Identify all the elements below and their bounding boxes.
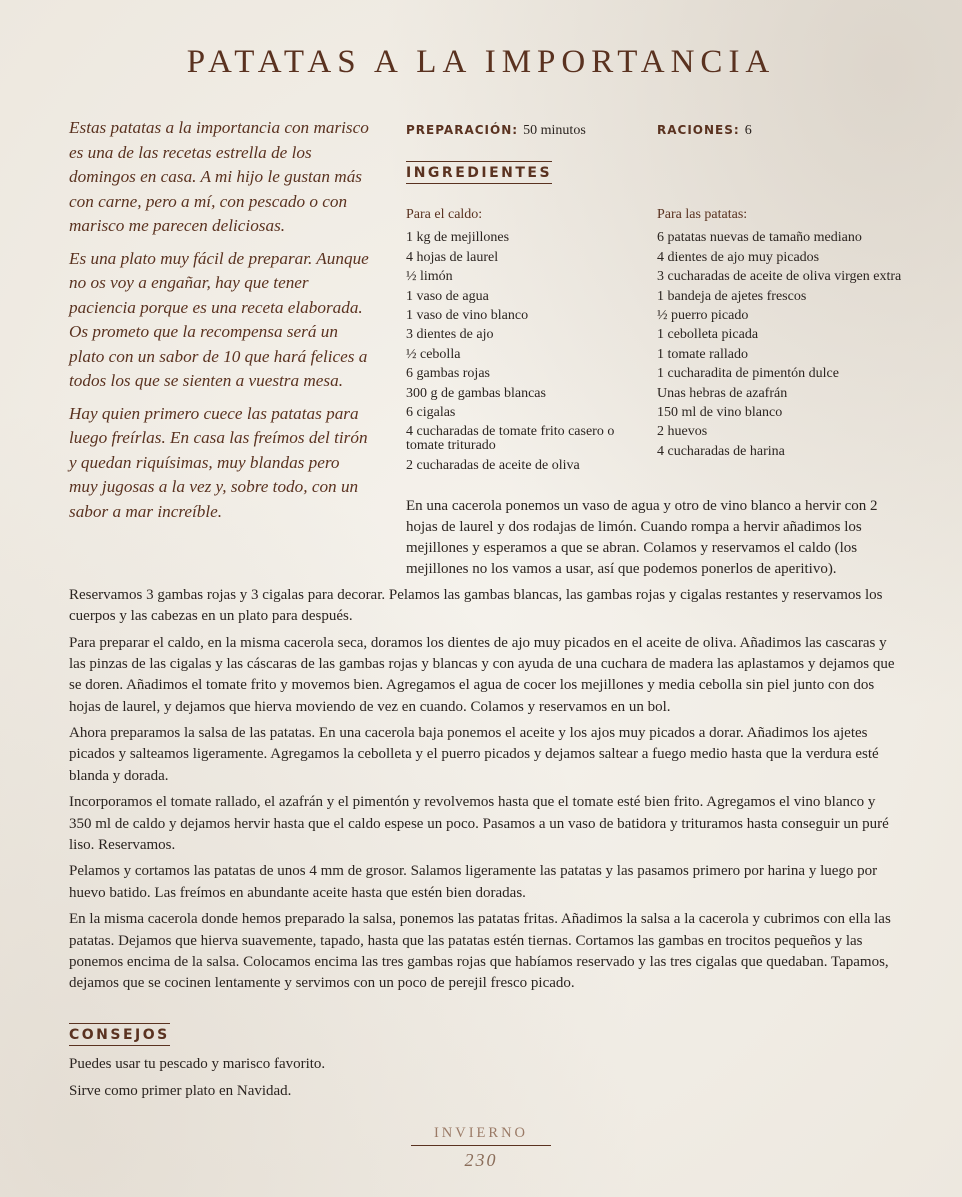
prep-time bbox=[406, 119, 586, 139]
step-paragraph: En la misma cacerola donde hemos preparado la salsa, ponemos las patatas fritas. Añadimos la salsa a la cacerola y cubrimos con ella las patatas. Dejamos que hierva suavemente, tapado, hasta que las patatas estén tiernas. Cortamos las gambas en trocitos pequeños y las ponemos encima de la salsa. Colocamos encima las tres gambas rojas que habíamos reservado y las tres cigalas que quedaban. Tapamos, dejamos que se cocinen lentamente y servimos con un poco de perejil fresco picado. bbox=[69, 911, 891, 991]
ingredient-item: 6 patatas nuevas de tamaño mediano bbox=[657, 230, 862, 246]
ingredient-item: ½ limón bbox=[406, 269, 453, 285]
ingredient-item: 1 tomate rallado bbox=[657, 346, 748, 362]
ingredient-item: 1 cebolleta picada bbox=[657, 327, 759, 343]
ingredient-item: 1 kg de mejillones bbox=[406, 230, 510, 246]
step-paragraph: En una cacerola ponemos un vaso de agua y otro de vino blanco a hervir con 2 hojas de laurel y dos rodajas de limón. Cuando rompa a hervir añadimos los mejillones y esperamos a que se abran. Colamos y reservamos el caldo (los mejillones no los vamos a usar, así que podemos ponerlos de aperitivo). bbox=[406, 498, 878, 577]
page-number: 230 bbox=[464, 1150, 498, 1170]
step-paragraph: Para preparar el caldo, en la misma cacerola seca, doramos los dientes de ajo muy picados en el aceite de oliva. Añadimos las cascaras y las pinzas de las cigalas y las cáscaras de las gambas rojas y blancas y con ayuda de una cuchara de madera las aplastamos y dejamos que se doren. Añadimos el tomate frito y movemos bien. Agregamos el agua de cocer los mejillones y media cebolla sin piel junto con dos hojas de laurel, y dejamos que hierva moviendo de vez en cuando. Colamos y reservamos en un bol. bbox=[69, 634, 895, 715]
servings-label: RACIONES: bbox=[657, 123, 740, 137]
season-label: INVIERNO bbox=[411, 1125, 551, 1146]
tips-heading: CONSEJOS bbox=[69, 1023, 170, 1046]
page-footer bbox=[0, 1122, 962, 1171]
ingredient-item: 3 dientes de ajo bbox=[406, 327, 494, 343]
prep-label: PREPARACIÓN: bbox=[406, 123, 519, 137]
ingredient-item: 6 gambas rojas bbox=[406, 366, 490, 382]
step-paragraph: Pelamos y cortamos las patatas de unos 4 mm de grosor. Salamos ligeramente las patatas y las pasamos primero por harina y luego por huevo batido. Las freímos en abundante aceite hasta que estén bien doradas. bbox=[69, 863, 878, 901]
tips-list bbox=[69, 1054, 325, 1107]
tip-item: Puedes usar tu pescado y marisco favorito. bbox=[69, 1056, 326, 1072]
step-paragraph: Incorporamos el tomate rallado, el azafrán y el pimentón y revolvemos hasta que el tomate esté bien frito. Agregamos el vino blanco y 350 ml de caldo y dejamos hervir hasta que el caldo espese un poco. Pasamos a un vaso de batidora y trituramos hasta conseguir un puré liso. Reservamos. bbox=[69, 794, 889, 853]
ingredient-item: 4 hojas de laurel bbox=[406, 249, 499, 265]
ingredient-item: ½ cebolla bbox=[406, 346, 461, 362]
servings bbox=[657, 119, 752, 139]
potatoes-heading: Para las patatas: bbox=[657, 207, 748, 222]
intro-paragraph: Estas patatas a la importancia con marisco es una de las recetas estrella de los domingos en casa. A mi hijo le gustan más con carne, pero a mí, con pescado o con marisco me parecen deliciosas. bbox=[69, 118, 369, 235]
ingredient-item: 1 vaso de vino blanco bbox=[406, 308, 529, 324]
step-paragraph: Ahora preparamos la salsa de las patatas. En una cacerola baja ponemos el aceite y los ajos muy picados a dorar. Añadimos los ajetes picados y salteamos ligeramente. Agregamos la cebolleta y el puerro picados y dejamos saltear a fuego medio hasta que la verdura esté blanda y dorada. bbox=[69, 725, 879, 784]
servings-value: 6 bbox=[744, 123, 752, 138]
recipe-title: PATATAS A LA IMPORTANCIA bbox=[186, 44, 776, 80]
ingredient-item: 6 cigalas bbox=[406, 405, 456, 421]
ingredient-item: 2 cucharadas de aceite de oliva bbox=[406, 458, 580, 474]
ingredient-item: 1 cucharadita de pimentón dulce bbox=[657, 366, 839, 382]
potato-ingredients bbox=[657, 205, 917, 461]
tip-item: Sirve como primer plato en Navidad. bbox=[69, 1082, 292, 1099]
intro-paragraph: Es una plato muy fácil de preparar. Aunque no os voy a engañar, hay que tener paciencia porque es una receta elaborada. Os prometo que la recompensa será un plato con un sabor de 10 que hará felices a todos los que se sienten a vuestra mesa. bbox=[69, 248, 369, 390]
ingredient-item: 4 cucharadas de tomate frito casero o tomate triturado bbox=[406, 424, 615, 454]
prep-value: 50 minutos bbox=[523, 123, 586, 138]
method-text bbox=[69, 585, 899, 1000]
broth-ingredients bbox=[406, 205, 636, 476]
ingredient-item: 150 ml de vino blanco bbox=[657, 405, 783, 421]
ingredient-item: 4 cucharadas de harina bbox=[657, 443, 785, 459]
ingredient-item: 2 huevos bbox=[657, 424, 708, 440]
intro-paragraph: Hay quien primero cuece las patatas para luego freírlas. En casa las freímos del tirón y quedan riquísimas, muy blandas pero muy jugosas a la vez y, sobre todo, con un sabor a mar increíble. bbox=[69, 403, 368, 521]
ingredient-item: 1 bandeja de ajetes frescos bbox=[657, 288, 807, 304]
ingredients-heading: INGREDIENTES bbox=[406, 161, 552, 184]
ingredient-item: 3 cucharadas de aceite de oliva virgen extra bbox=[657, 269, 902, 285]
intro-text bbox=[69, 116, 369, 532]
step-paragraph: Reservamos 3 gambas rojas y 3 cigalas para decorar. Pelamos las gambas blancas, las gambas rojas y cigalas restantes y reservamos los cuerpos y las cabezas en un plato para después. bbox=[69, 587, 883, 625]
ingredient-item: 300 g de gambas blancas bbox=[406, 385, 546, 401]
ingredient-item: ½ puerro picado bbox=[657, 308, 749, 324]
ingredient-item: 1 vaso de agua bbox=[406, 288, 489, 304]
broth-heading: Para el caldo: bbox=[406, 207, 483, 222]
ingredient-item: 4 dientes de ajo muy picados bbox=[657, 249, 820, 265]
ingredient-item: Unas hebras de azafrán bbox=[657, 385, 788, 401]
